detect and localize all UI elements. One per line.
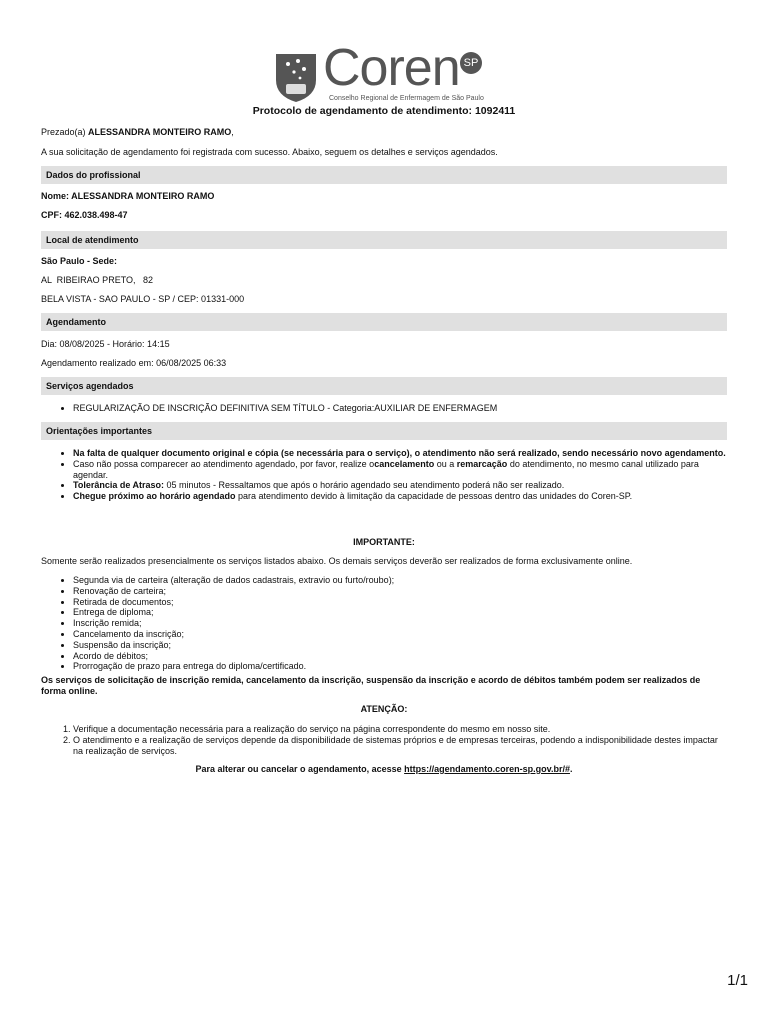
section-location-heading: Local de atendimento xyxy=(41,231,727,249)
logo-subtitle: Conselho Regional de Enfermagem de São Paulo xyxy=(329,95,484,102)
service-item: • REGULARIZAÇÃO DE INSCRIÇÃO DEFINITIVA SEM TÍTULO - Categoria:AUXILIAR DE ENFERMAGEM xyxy=(73,403,727,414)
in-person-service-item: • Prorrogação de prazo para entrega do diploma/certificado. xyxy=(73,661,727,672)
attention-list xyxy=(73,724,727,756)
greeting: Prezado(a) ALESSANDRA MONTEIRO RAMO, xyxy=(41,127,234,137)
attention-item: 1. Verifique a documentação necessária para a realização do serviço na página correspondente do mesmo em nosso site. xyxy=(73,724,727,735)
guideline-item: • Chegue próximo ao horário agendado para atendimento devido à limitação da capacidade de pessoas dentro das unidades do Coren-SP. xyxy=(73,491,727,502)
logo-sp-badge: SP xyxy=(460,52,482,74)
online-services-note: Os serviços de solicitação de inscrição remida, cancelamento da inscrição, suspensão da inscrição e acordo de débitos também podem ser realizados de forma online. xyxy=(41,675,701,696)
section-professional-heading: Dados do profissional xyxy=(41,166,727,184)
guideline-item: • Tolerância de Atraso: 05 minutos - Ressaltamos que após o horário agendado seu atendimento poderá não ser realizado. xyxy=(73,480,727,491)
services-list xyxy=(73,403,727,414)
in-person-service-item: • Inscrição remida; xyxy=(73,618,727,629)
professional-name: Nome: ALESSANDRA MONTEIRO RAMO xyxy=(41,191,215,201)
important-text: Somente serão realizados presencialmente os serviços listados abaixo. Os demais serviços deverão ser realizados de forma exclusivamente online. xyxy=(41,556,633,566)
coat-of-arms-icon xyxy=(274,52,318,104)
attention-heading: ATENÇÃO: xyxy=(360,704,408,714)
page-number: 1/1 xyxy=(727,972,748,989)
guideline-item: • Caso não possa comparecer ao atendimento agendado, por favor, realize ocancelamento ou a remarcação do atendimento, no mesmo canal utilizado para agendar. xyxy=(73,459,727,481)
guidelines-list xyxy=(73,448,727,502)
section-appointment-heading: Agendamento xyxy=(41,313,727,331)
professional-cpf: CPF: 462.038.498-47 xyxy=(41,210,128,220)
logo-wordmark: Coren xyxy=(323,39,460,97)
in-person-services-list xyxy=(73,575,727,672)
in-person-service-item: • Renovação de carteira; xyxy=(73,586,727,597)
in-person-service-item: • Acordo de débitos; xyxy=(73,651,727,662)
intro-text: A sua solicitação de agendamento foi registrada com sucesso. Abaixo, seguem os detalhes e serviços agendados. xyxy=(41,147,498,157)
section-services-heading: Serviços agendados xyxy=(41,377,727,395)
scheduling-link[interactable]: https://agendamento.coren-sp.gov.br/# xyxy=(404,764,570,774)
in-person-service-item: • Entrega de diploma; xyxy=(73,607,727,618)
in-person-service-item: • Segunda via de carteira (alteração de dados cadastrais, extravio ou furto/roubo); xyxy=(73,575,727,586)
important-heading: IMPORTANTE: xyxy=(353,537,415,547)
page-title: Protocolo de agendamento de atendimento: 1092411 xyxy=(252,105,516,117)
guideline-item: • Na falta de qualquer documento original e cópia (se necessária para o serviço), o atendimento não será realizado, sendo necessário novo agendamento. xyxy=(73,448,727,459)
in-person-service-item: • Suspensão da inscrição; xyxy=(73,640,727,651)
in-person-service-item: • Retirada de documentos; xyxy=(73,597,727,608)
location-address-line2: BELA VISTA - SAO PAULO - SP / CEP: 01331-000 xyxy=(41,294,245,304)
footer-instructions: Para alterar ou cancelar o agendamento, acesse https://agendamento.coren-sp.gov.br/#. xyxy=(195,764,573,774)
attention-item: 2. O atendimento e a realização de serviços depende da disponibilidade de sistemas próprios e de empresas terceiras, podendo a indisponibilidade destes impactar na realização de serviços. xyxy=(73,735,727,757)
in-person-service-item: • Cancelamento da inscrição; xyxy=(73,629,727,640)
location-unit: São Paulo - Sede: xyxy=(41,256,118,266)
section-guidelines-heading: Orientações importantes xyxy=(41,422,727,440)
location-address-line1: AL RIBEIRAO PRETO, 82 xyxy=(41,275,154,285)
recipient-name: ALESSANDRA MONTEIRO RAMO xyxy=(88,127,232,137)
appointment-datetime: Dia: 08/08/2025 - Horário: 14:15 xyxy=(41,339,170,349)
appointment-created: Agendamento realizado em: 06/08/2025 06:33 xyxy=(41,358,227,368)
coren-sp-logo xyxy=(274,39,496,106)
